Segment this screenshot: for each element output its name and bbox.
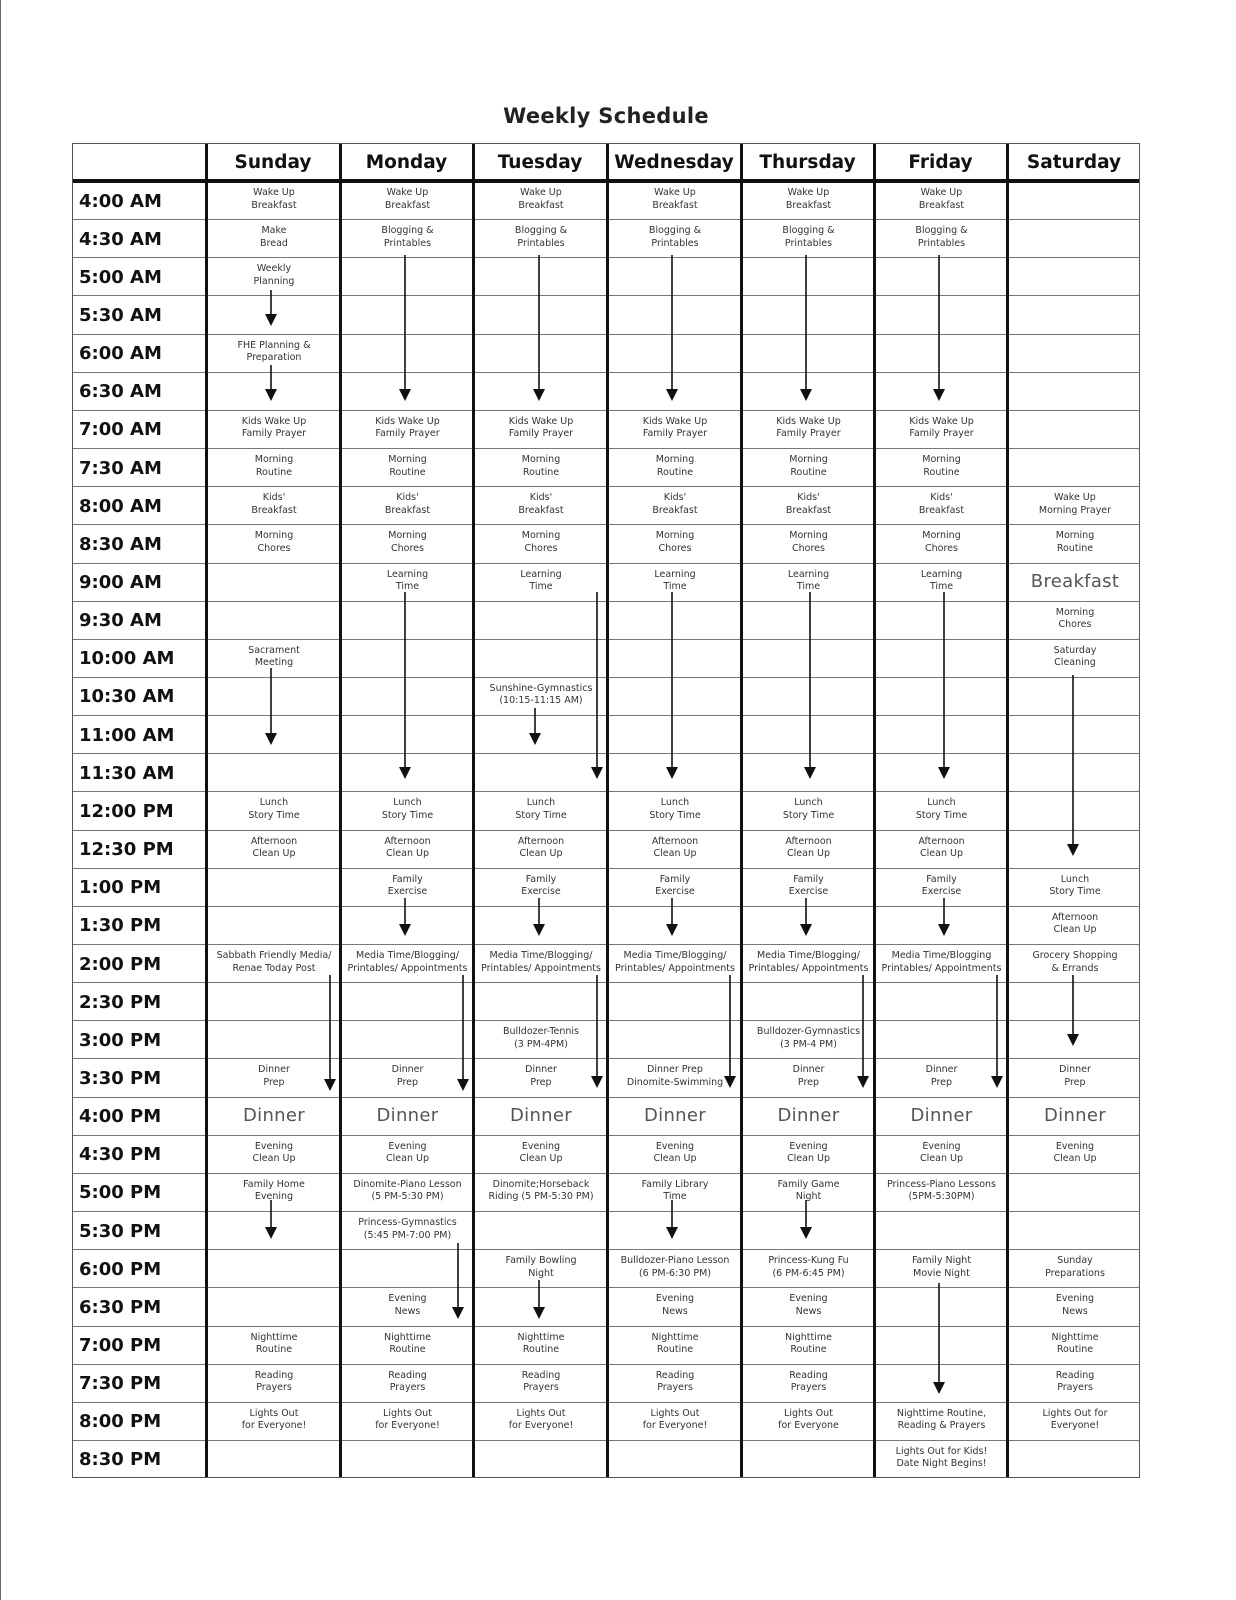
schedule-entry: Family Library Time xyxy=(641,1178,709,1203)
time-label: 7:00 AM xyxy=(79,419,162,441)
day-header-wednesday: Wednesday xyxy=(614,152,734,173)
schedule-entry: Reading Prayers xyxy=(254,1369,294,1394)
arrow-down-icon xyxy=(265,1200,277,1239)
schedule-entry: Dinner Prep Dinomite-Swimming xyxy=(626,1064,724,1088)
arrow-down-icon xyxy=(938,898,950,936)
schedule-entry: Sunshine-Gymnastics (10:15-11:15 AM) xyxy=(489,682,593,707)
arrow-down-icon xyxy=(666,592,678,779)
schedule-entry: Sabbath Friendly Media/ Renae Today Post xyxy=(216,950,332,974)
arrow-down-icon xyxy=(800,898,812,936)
day-header-friday: Friday xyxy=(908,152,973,173)
time-label: 11:00 AM xyxy=(79,724,175,746)
time-label: 8:30 PM xyxy=(79,1449,162,1471)
schedule-entry: Afternoon Clean Up xyxy=(384,835,431,860)
schedule-entry: Family Exercise xyxy=(387,873,428,898)
time-label: 8:00 PM xyxy=(79,1411,162,1433)
schedule-entry: Blogging & Printables xyxy=(915,225,968,249)
schedule-entry: Reading Prayers xyxy=(521,1369,561,1394)
schedule-entry: Lights Out for Everyone! xyxy=(241,1407,307,1432)
arrow-down-icon xyxy=(457,975,469,1091)
schedule-entry: Media Time/Blogging/ Printables/ Appointments xyxy=(481,950,601,974)
arrow-down-icon xyxy=(591,975,603,1088)
arrow-down-icon xyxy=(666,255,678,401)
arrow-down-icon xyxy=(938,592,950,779)
time-label: 12:00 PM xyxy=(79,800,174,822)
schedule-entry: Evening News xyxy=(1055,1293,1095,1317)
schedule-entry: Lunch Story Time xyxy=(515,797,567,821)
schedule-entry: Wake Up Breakfast xyxy=(652,187,698,211)
schedule-entry: Wake Up Breakfast xyxy=(785,187,832,211)
time-label: 10:30 AM xyxy=(79,686,175,708)
schedule-entry: Evening News xyxy=(388,1293,427,1317)
schedule-entry: Dinner Prep xyxy=(925,1064,958,1088)
schedule-entry: Dinner xyxy=(243,1105,305,1127)
schedule-entry: Nighttime Routine xyxy=(651,1331,699,1355)
schedule-entry: Breakfast xyxy=(1030,571,1120,593)
schedule-entry: Make Bread xyxy=(260,225,288,249)
arrow-down-icon xyxy=(591,592,603,779)
schedule-entry: Morning Routine xyxy=(922,454,961,478)
schedule-entry: Kids Wake Up Family Prayer xyxy=(241,415,307,440)
schedule-entry: Kids' Breakfast xyxy=(251,492,297,516)
arrow-down-icon xyxy=(265,365,277,401)
schedule-entry: Morning Chores xyxy=(922,530,961,554)
schedule-entry: Evening News xyxy=(655,1293,695,1317)
schedule-entry: Afternoon Clean Up xyxy=(651,835,699,860)
schedule-entry: Dinner Prep xyxy=(792,1064,825,1088)
schedule-entry: Kids' Breakfast xyxy=(652,492,698,516)
time-label: 1:00 PM xyxy=(79,877,162,899)
time-label: 3:00 PM xyxy=(79,1029,162,1051)
arrow-down-icon xyxy=(265,290,277,326)
schedule-entry: Grocery Shopping & Errands xyxy=(1032,950,1118,974)
time-label: 6:00 AM xyxy=(79,343,162,365)
time-label: 4:00 PM xyxy=(79,1106,162,1128)
schedule-entry: Lights Out for Everyone! xyxy=(1042,1407,1108,1432)
schedule-entry: Lunch Story Time xyxy=(915,797,968,821)
schedule-entry: Wake Up Breakfast xyxy=(518,187,564,211)
arrow-down-icon xyxy=(533,255,545,401)
day-header-saturday: Saturday xyxy=(1026,152,1122,173)
time-label: 5:30 PM xyxy=(79,1220,162,1242)
time-label: 10:00 AM xyxy=(79,648,175,670)
schedule-entry: Evening Clean Up xyxy=(920,1140,963,1165)
schedule-entry: Media Time/Blogging/ Printables/ Appointments xyxy=(347,950,468,974)
schedule-entry: Nighttime Routine xyxy=(250,1331,298,1355)
schedule-entry: Afternoon Clean Up xyxy=(1051,911,1099,936)
schedule-entry: Lights Out for Everyone! xyxy=(642,1407,708,1432)
schedule-entry: Bulldozer-Tennis (3 PM-4PM) xyxy=(502,1026,579,1050)
schedule-entry: Dinomite-Piano Lesson (5 PM-5:30 PM) xyxy=(353,1178,462,1203)
schedule-entry: Bulldozer-Gymnastics (3 PM-4 PM) xyxy=(756,1026,861,1050)
arrow-down-icon xyxy=(1067,975,1079,1046)
time-label: 4:00 AM xyxy=(79,190,162,212)
schedule-entry: Princess-Piano Lessons (5PM-5:30PM) xyxy=(886,1178,996,1203)
schedule-entry: Morning Chores xyxy=(388,530,427,554)
schedule-entry: Evening Clean Up xyxy=(1053,1140,1097,1165)
arrow-down-icon xyxy=(533,898,545,936)
schedule-entry: Family Night Movie Night xyxy=(911,1255,972,1279)
schedule-entry: Kids' Breakfast xyxy=(918,492,965,516)
schedule-entry: Evening News xyxy=(789,1293,828,1317)
day-header-monday: Monday xyxy=(365,152,448,173)
arrow-down-icon xyxy=(933,1283,945,1394)
schedule-entry: Morning Chores xyxy=(789,530,828,554)
day-header-thursday: Thursday xyxy=(759,152,856,173)
schedule-entry: Lights Out for Kids! Date Night Begins! xyxy=(895,1445,988,1470)
schedule-entry: Blogging & Printables xyxy=(648,225,702,249)
arrow-down-icon xyxy=(800,255,812,401)
schedule-entry: Kids' Breakfast xyxy=(384,492,431,516)
schedule-entry: Kids Wake Up Family Prayer xyxy=(909,415,974,440)
arrow-down-icon xyxy=(1067,675,1079,856)
schedule-entry: Lights Out for Everyone! xyxy=(375,1407,440,1432)
schedule-entry: Morning Routine xyxy=(254,454,294,478)
arrow-down-icon xyxy=(324,975,336,1091)
time-label: 2:30 PM xyxy=(79,991,162,1013)
schedule-entry: Family Bowling Night xyxy=(505,1255,577,1279)
schedule-entry: Kids' Breakfast xyxy=(518,492,564,516)
schedule-entry: Weekly Planning xyxy=(253,263,295,287)
arrow-down-icon xyxy=(857,975,869,1088)
schedule-entry: Nighttime Routine xyxy=(384,1331,431,1355)
arrow-down-icon xyxy=(933,255,945,401)
schedule-entry: Learning Time xyxy=(654,568,696,592)
schedule-entry: Princess-Kung Fu (6 PM-6:45 PM) xyxy=(768,1255,849,1279)
schedule-entry: Afternoon Clean Up xyxy=(517,835,565,860)
schedule-entry: Dinner Prep xyxy=(1059,1064,1091,1088)
schedule-entry: Afternoon Clean Up xyxy=(918,835,965,860)
schedule-entry: Morning Chores xyxy=(1055,606,1095,631)
schedule-entry: Reading Prayers xyxy=(1055,1369,1095,1394)
time-label: 5:00 AM xyxy=(79,266,162,288)
schedule-entry: Dinner Prep xyxy=(525,1064,557,1088)
arrow-down-icon xyxy=(399,898,411,936)
time-label: 3:30 PM xyxy=(79,1067,162,1089)
schedule-entry: Kids Wake Up Family Prayer xyxy=(642,415,708,440)
arrow-down-icon xyxy=(804,592,816,779)
schedule-entry: Morning Routine xyxy=(388,454,427,478)
time-label: 9:00 AM xyxy=(79,572,162,593)
schedule-entry: Kids Wake Up Family Prayer xyxy=(375,415,440,440)
schedule-entry: Media Time/Blogging/ Printables/ Appointments xyxy=(615,950,735,974)
time-label: 8:30 AM xyxy=(79,533,162,555)
schedule-entry: Sunday Preparations xyxy=(1045,1255,1105,1279)
day-header-tuesday: Tuesday xyxy=(497,152,583,173)
schedule-entry: Dinner xyxy=(376,1105,439,1127)
schedule-entry: Media Time/Blogging Printables/ Appointments xyxy=(881,950,1002,974)
day-header-sunday: Sunday xyxy=(234,152,312,173)
schedule-entry: Evening Clean Up xyxy=(252,1140,296,1165)
schedule-entry: Learning Time xyxy=(520,568,562,592)
schedule-entry: Morning Routine xyxy=(655,454,695,478)
schedule-entry: Family Exercise xyxy=(655,873,695,898)
time-label: 5:30 AM xyxy=(79,304,162,326)
schedule-entry: Blogging & Printables xyxy=(782,225,835,249)
schedule-entry: Dinomite;Horseback Riding (5 PM-5:30 PM) xyxy=(488,1178,594,1203)
schedule-entry: Dinner xyxy=(910,1105,973,1127)
time-label: 7:30 PM xyxy=(79,1373,162,1395)
schedule-entry: Dinner xyxy=(644,1105,706,1127)
schedule-entry: Nighttime Routine xyxy=(1051,1331,1099,1355)
time-label: 7:30 AM xyxy=(79,457,162,479)
time-label: 12:30 PM xyxy=(79,839,174,861)
schedule-entry: Wake Up Breakfast xyxy=(384,187,431,211)
schedule-entry: Afternoon Clean Up xyxy=(785,835,832,860)
schedule-entry: Reading Prayers xyxy=(789,1369,828,1394)
arrow-down-icon xyxy=(991,975,1003,1088)
time-label: 5:00 PM xyxy=(79,1182,162,1204)
schedule-entry: Nighttime Routine, Reading & Prayers xyxy=(896,1407,987,1432)
arrow-down-icon xyxy=(452,1243,464,1319)
schedule-entry: Lunch Story Time xyxy=(381,797,434,821)
schedule-entry: Lights Out for Everyone xyxy=(778,1407,839,1432)
schedule-entry: Family Exercise xyxy=(788,873,829,898)
time-label: 9:30 AM xyxy=(79,610,162,632)
schedule-entry: Lunch Story Time xyxy=(1049,873,1101,898)
schedule-entry: Learning Time xyxy=(920,568,963,592)
schedule-entry: Lunch Story Time xyxy=(248,797,300,821)
schedule-entry: Dinner xyxy=(510,1105,572,1127)
schedule-entry: Morning Routine xyxy=(789,454,828,478)
schedule-entry: Morning Chores xyxy=(655,530,695,554)
arrow-down-icon xyxy=(529,708,541,745)
schedule-entry: Kids' Breakfast xyxy=(785,492,832,516)
arrow-down-icon xyxy=(666,898,678,936)
time-label: 7:00 PM xyxy=(79,1335,162,1356)
time-label: 6:30 PM xyxy=(79,1296,162,1318)
schedule-entry: Evening Clean Up xyxy=(653,1140,697,1165)
schedule-entry: Princess-Gymnastics (5:45 PM-7:00 PM) xyxy=(358,1217,457,1241)
schedule-entry: Morning Routine xyxy=(521,454,561,478)
time-label: 8:00 AM xyxy=(79,495,162,517)
time-label: 4:30 AM xyxy=(79,228,162,250)
schedule-entry: Family Exercise xyxy=(921,873,962,898)
schedule-entry: Evening Clean Up xyxy=(787,1140,830,1165)
schedule-entry: Kids Wake Up Family Prayer xyxy=(508,415,574,440)
time-label: 6:00 PM xyxy=(79,1258,162,1280)
arrow-down-icon xyxy=(533,1280,545,1319)
schedule-entry: Learning Time xyxy=(386,568,429,592)
arrow-down-icon xyxy=(666,1200,678,1239)
schedule-entry: Morning Chores xyxy=(254,530,294,554)
schedule-entry: Dinner Prep xyxy=(391,1064,424,1088)
schedule-entry: Blogging & Printables xyxy=(514,225,568,249)
schedule-entry: Media Time/Blogging/ Printables/ Appointments xyxy=(748,950,869,974)
time-label: 6:30 AM xyxy=(79,381,162,403)
schedule-entry: Morning Routine xyxy=(1055,530,1095,554)
time-label: 4:30 PM xyxy=(79,1144,162,1166)
schedule-entry: Blogging & Printables xyxy=(381,225,434,249)
schedule-entry: Reading Prayers xyxy=(388,1369,427,1394)
schedule-entry: Morning Chores xyxy=(521,530,561,554)
arrow-down-icon xyxy=(399,592,411,779)
schedule-entry: Dinner xyxy=(1044,1105,1106,1127)
schedule-entry: Saturday Cleaning xyxy=(1053,644,1097,669)
schedule-entry: Family Game Night xyxy=(777,1178,840,1203)
schedule-entry: Evening Clean Up xyxy=(386,1140,429,1165)
schedule-entry: Lunch Story Time xyxy=(782,797,835,821)
time-label: 1:30 PM xyxy=(79,915,162,937)
schedule-entry: Evening Clean Up xyxy=(519,1140,563,1165)
schedule-entry: Dinner xyxy=(777,1105,840,1127)
schedule-entry: Afternoon Clean Up xyxy=(250,835,298,860)
time-label: 11:30 AM xyxy=(79,762,175,784)
time-label: 2:00 PM xyxy=(79,953,162,975)
schedule-entry: Lunch Story Time xyxy=(649,797,701,821)
schedule-entry: FHE Planning & Preparation xyxy=(237,339,311,364)
schedule-entry: Bulldozer-Piano Lesson (6 PM-6:30 PM) xyxy=(620,1255,730,1279)
schedule-entry: Reading Prayers xyxy=(655,1369,695,1394)
schedule-entry: Lights Out for Everyone! xyxy=(508,1407,574,1432)
arrow-down-icon xyxy=(399,255,411,401)
schedule-entry: Family Home Evening xyxy=(243,1178,305,1203)
schedule-entry: Wake Up Breakfast xyxy=(918,187,965,211)
schedule-entry: Dinner Prep xyxy=(258,1064,290,1088)
arrow-down-icon xyxy=(265,668,277,745)
schedule-entry: Family Exercise xyxy=(521,873,561,898)
schedule-entry: Kids Wake Up Family Prayer xyxy=(776,415,841,440)
schedule-entry: Learning Time xyxy=(787,568,830,592)
schedule-entry: Wake Up Breakfast xyxy=(251,187,297,211)
schedule-entry: Wake Up Morning Prayer xyxy=(1038,492,1112,516)
page-title: Weekly Schedule xyxy=(503,104,709,128)
arrow-down-icon xyxy=(800,1200,812,1239)
schedule-entry: Nighttime Routine xyxy=(785,1331,832,1355)
schedule-entry: Nighttime Routine xyxy=(517,1331,565,1355)
arrow-down-icon xyxy=(724,975,736,1088)
schedule-entry: Sacrament Meeting xyxy=(248,644,300,669)
